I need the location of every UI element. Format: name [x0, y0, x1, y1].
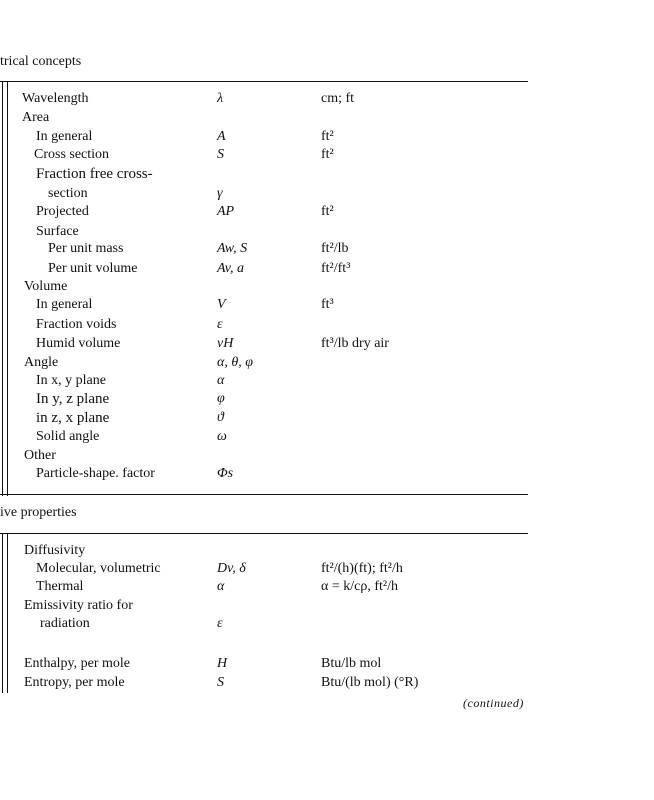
quantity-label: in z, x plane: [36, 410, 110, 426]
left-margin-rule-2-inner: [7, 533, 8, 693]
quantity-label: Surface: [36, 224, 79, 239]
quantity-label: In general: [36, 129, 93, 144]
units-cell: ft²/ft³: [321, 261, 351, 276]
quantity-label: In general: [36, 297, 93, 312]
quantity-label: Other: [24, 448, 56, 463]
section-top-rule-2: [0, 533, 528, 534]
quantity-label: Per unit mass: [48, 241, 124, 256]
quantity-label: Angle: [24, 355, 59, 370]
quantity-label: Fraction voids: [36, 317, 117, 332]
units-cell: ft³: [321, 297, 334, 312]
left-margin-rule: [2, 81, 3, 496]
symbol-cell: ε: [217, 317, 223, 332]
quantity-label: Diffusivity: [24, 543, 86, 558]
symbol-cell: AP: [217, 204, 235, 219]
left-margin-rule-2: [2, 533, 3, 693]
quantity-label: Emissivity ratio for: [24, 598, 133, 613]
units-cell: ft³/lb dry air: [321, 336, 389, 351]
quantity-label: Humid volume: [36, 336, 121, 351]
quantity-label: Wavelength: [22, 91, 89, 106]
units-cell: Btu/(lb mol) (°R): [321, 675, 419, 690]
symbol-cell: ε: [217, 616, 223, 631]
quantity-label: Projected: [36, 204, 89, 219]
quantity-label: Enthalpy, per mole: [24, 656, 131, 671]
left-margin-rule-inner: [7, 81, 8, 496]
quantity-label: Particle-shape. factor: [36, 466, 155, 481]
symbol-cell: Dv, δ: [217, 561, 246, 576]
units-cell: ft²: [321, 204, 334, 219]
section-bottom-rule: [0, 494, 528, 495]
units-cell: ft²/lb: [321, 241, 349, 256]
symbol-cell: α, θ, φ: [217, 355, 253, 370]
units-cell: ft²: [321, 147, 334, 162]
units-cell: cm; ft: [321, 91, 355, 106]
symbol-cell: λ: [217, 91, 224, 106]
units-cell: α = k/cρ, ft²/h: [321, 579, 398, 594]
quantity-label: Thermal: [36, 579, 84, 594]
quantity-label: Per unit volume: [48, 261, 138, 276]
quantity-label: Volume: [24, 279, 68, 294]
quantity-label: radiation: [40, 616, 90, 631]
quantity-label: Entropy, per mole: [24, 675, 125, 690]
symbol-cell: ϑ: [217, 410, 224, 425]
symbol-cell: φ: [217, 391, 225, 406]
symbol-cell: Av, a: [217, 261, 244, 276]
units-cell: ft²: [321, 129, 334, 144]
symbol-cell: A: [217, 129, 226, 144]
symbol-cell: V: [217, 297, 226, 312]
units-cell: ft²/(h)(ft); ft²/h: [321, 561, 403, 576]
quantity-label: In y, z plane: [36, 391, 110, 407]
quantity-label: In x, y plane: [36, 373, 106, 388]
symbol-cell: H: [217, 656, 228, 671]
units-cell: Btu/lb mol: [321, 656, 382, 671]
continued-note: (continued): [463, 696, 524, 710]
section-top-rule: [0, 81, 528, 82]
symbol-cell: γ: [217, 186, 223, 201]
symbol-cell: Aw, S: [217, 241, 248, 256]
quantity-label: Cross section: [34, 147, 110, 162]
section-title-geometrical: trical concepts: [0, 54, 82, 69]
quantity-label: Area: [22, 110, 50, 125]
symbol-cell: S: [217, 675, 224, 690]
section-title-transport: ive properties: [0, 505, 77, 520]
symbol-cell: Φs: [217, 466, 234, 481]
quantity-label: Molecular, volumetric: [36, 561, 161, 576]
quantity-label: Fraction free cross-: [36, 166, 153, 182]
symbol-cell: α: [217, 373, 225, 388]
symbol-cell: S: [217, 147, 224, 162]
symbol-cell: vH: [217, 336, 234, 351]
quantity-label: Solid angle: [36, 429, 100, 444]
quantity-label: section: [48, 186, 88, 201]
symbol-cell: ω: [217, 429, 227, 444]
symbol-cell: α: [217, 579, 225, 594]
